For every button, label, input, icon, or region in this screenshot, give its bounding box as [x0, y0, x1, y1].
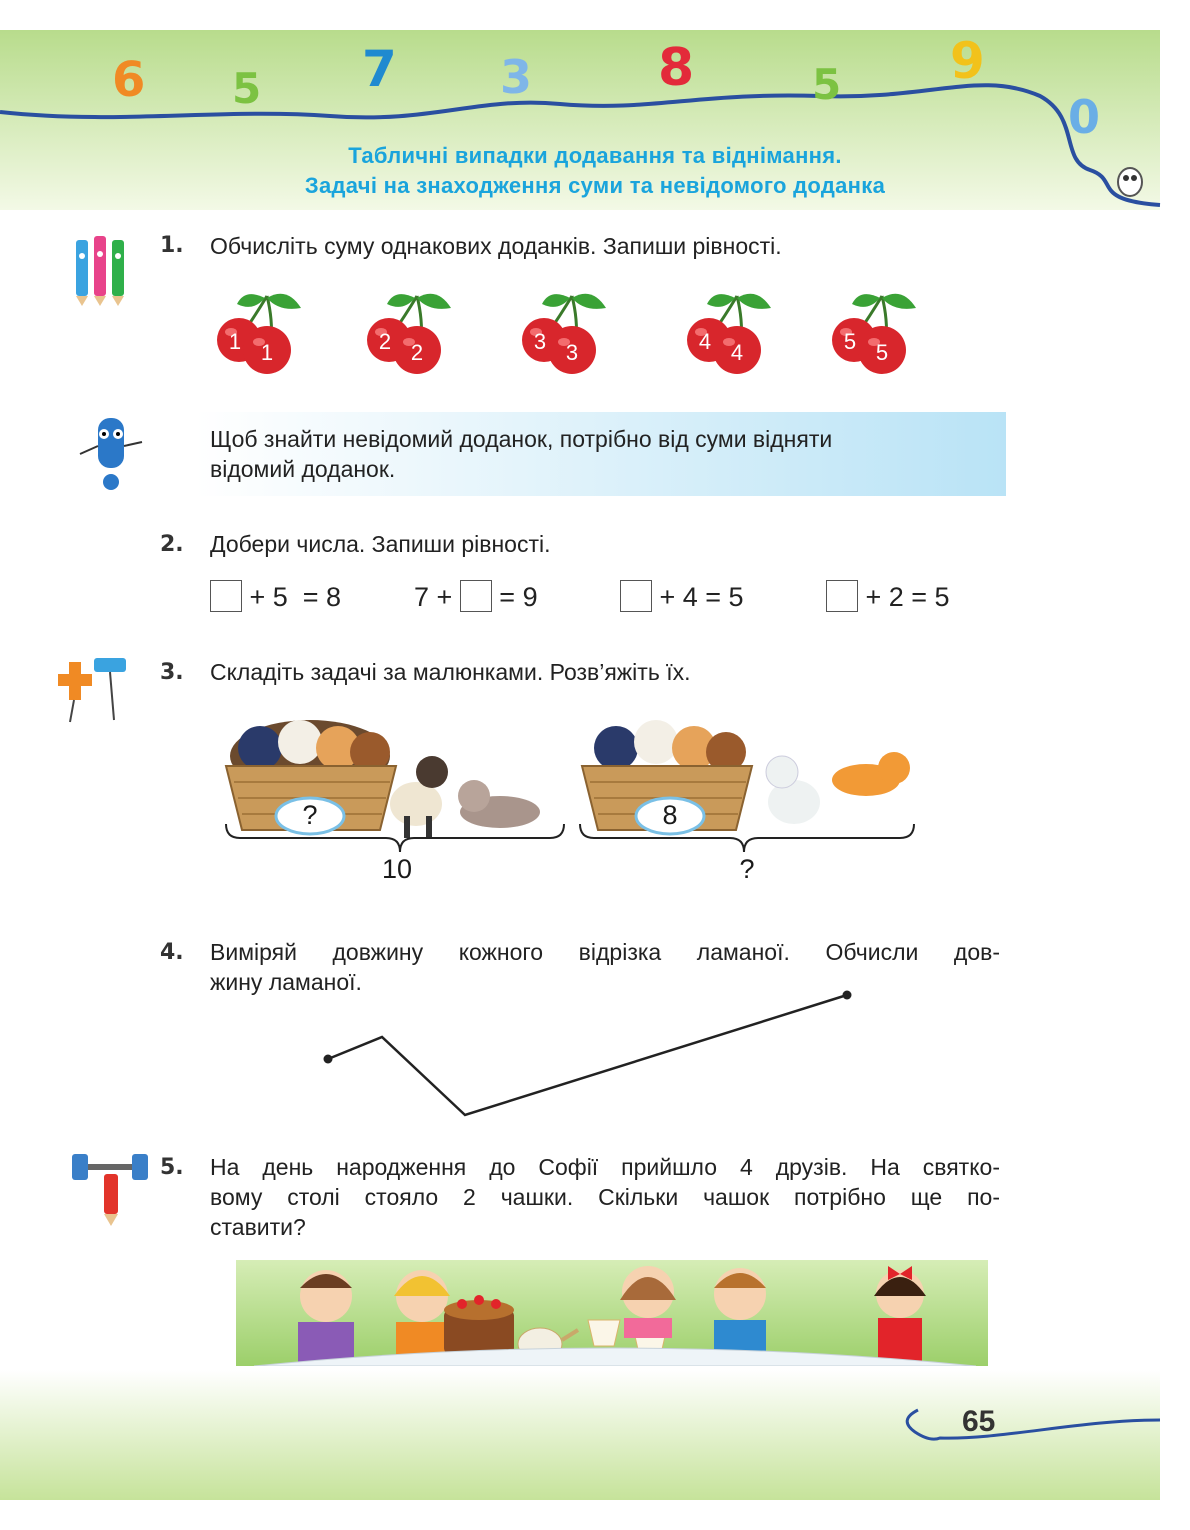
answer-box-3[interactable]	[620, 580, 652, 612]
task4-number: 4.	[160, 940, 184, 965]
broken-line-figure	[300, 980, 880, 1120]
siamese-cat-icon	[390, 756, 448, 838]
cherry-right-number: 4	[730, 340, 744, 365]
equation-2: 7 + = 9	[414, 582, 538, 612]
task3-text: Складіть задачі за малюнками. Розв’яжіть їх.	[210, 659, 691, 685]
kitten-icon	[238, 726, 282, 770]
orange-cat-icon	[832, 752, 910, 796]
equation-3: + 4 = 5	[620, 580, 744, 613]
digit-three-icon: 3	[500, 50, 533, 104]
digit-six-icon: 6	[112, 52, 146, 108]
task5-number: 5.	[160, 1155, 184, 1180]
digit-five-small-icon: 5	[812, 60, 842, 109]
birthday-party-picture	[236, 1260, 988, 1366]
equation-4: + 2 = 5	[826, 580, 950, 613]
cherry-right-number: 1	[260, 340, 274, 365]
white-cat-icon	[766, 756, 820, 824]
rule-text-line2: відомий доданок.	[210, 456, 396, 482]
task4-text-line1: Виміряй довжину кожного відрізка ламаної. Обчисли дов-	[210, 939, 1000, 965]
digit-characters-row	[0, 30, 1190, 144]
task5-text-line1: На день народження до Софії прийшло 4 друзів. На святко-	[210, 1154, 1000, 1180]
page-title-line1: Табличні випадки додавання та віднімання.	[348, 143, 842, 168]
cherry-icon	[215, 286, 305, 378]
task1-text: Обчисліть суму однакових доданків. Запиши рівності.	[210, 233, 782, 259]
cherry-icon	[685, 286, 775, 378]
equation-1: + 5 = 8	[210, 580, 341, 613]
answer-box-4[interactable]	[826, 580, 858, 612]
cherry-right-number: 2	[410, 340, 424, 365]
digit-nine-icon: 9	[950, 32, 985, 90]
cherry-icon	[520, 286, 610, 378]
task4-text-line2: жину ламаної.	[210, 969, 362, 995]
task5-text-line2: вому столі стояло 2 чашки. Скільки чашок потрібно ще по-	[210, 1184, 1000, 1210]
task2-text: Добери числа. Запиши рівності.	[210, 531, 551, 557]
cherry-left-number: 3	[533, 329, 547, 354]
basket-label-1: ?	[302, 800, 318, 830]
answer-box-1[interactable]	[210, 580, 242, 612]
exclamation-character-icon	[74, 412, 148, 492]
cherry-icon	[830, 286, 920, 378]
kitten-icon	[594, 726, 638, 770]
cherry-icon	[365, 286, 455, 378]
weightlifter-pencil-icon	[70, 1148, 154, 1228]
answer-box-2[interactable]	[460, 580, 492, 612]
child-icon	[620, 1266, 676, 1338]
plus-minus-character-icon	[52, 650, 134, 726]
digit-seven-icon: 7	[362, 40, 397, 98]
page-number: 65	[962, 1405, 996, 1438]
rule-text-line1: Щоб знайти невідомий доданок, потрібно від суми відняти	[210, 426, 833, 452]
cherry-left-number: 1	[228, 329, 242, 354]
cherry-left-number: 5	[843, 329, 857, 354]
task3-number: 3.	[160, 660, 184, 685]
cup-icon	[588, 1320, 620, 1346]
pencils-icon	[62, 232, 146, 308]
task2-number: 2.	[160, 532, 184, 557]
total-label-2: ?	[739, 854, 755, 884]
cherry-left-number: 2	[378, 329, 392, 354]
total-label-1: 10	[381, 854, 413, 884]
basket-label-2: 8	[662, 800, 678, 830]
task5-text-line3: ставити?	[210, 1214, 306, 1240]
cherry-right-number: 3	[565, 340, 579, 365]
kitten-icon	[278, 720, 322, 764]
task1-number: 1.	[160, 233, 184, 258]
cherry-left-number: 4	[698, 329, 712, 354]
page-title-line2: Задачі на знаходження суми та невідомого доданка	[304, 173, 886, 198]
cake-icon	[444, 1295, 514, 1354]
cherry-right-number: 5	[875, 340, 889, 365]
footer-background	[0, 1360, 1190, 1530]
digit-zero-icon: 0	[1068, 90, 1101, 144]
kitten-icon	[634, 720, 678, 764]
digit-five-icon: 5	[232, 64, 262, 113]
tabby-cat-icon	[458, 780, 540, 828]
digit-eight-icon: 8	[658, 38, 695, 98]
